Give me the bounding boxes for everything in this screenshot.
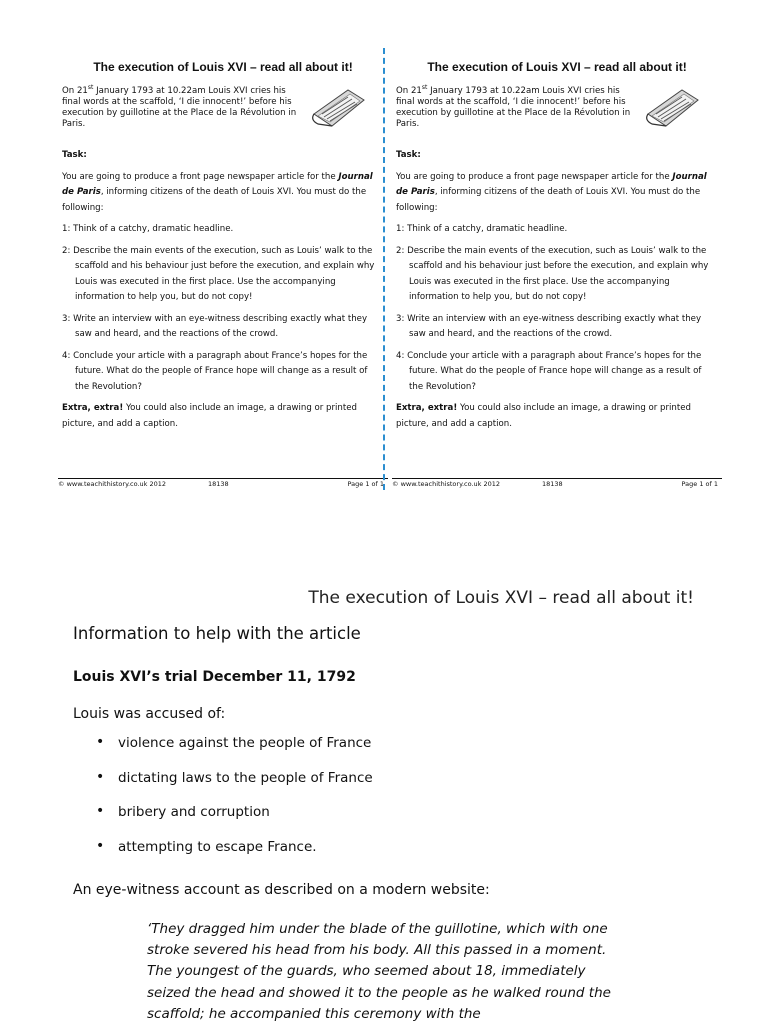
extra-label: Extra, extra! [62,403,124,413]
intro-text: On 21 [396,85,422,96]
task-text [62,170,382,217]
footer-page-number: Page 1 of 1 [347,480,384,488]
eyewitness-intro: An eye-witness account as described on a modern website: [73,882,490,898]
task-body [396,148,716,438]
intro-sup: st [87,84,94,91]
intro-paragraph [62,82,302,130]
worksheet-title: The execution of Louis XVI – read all about it! [93,60,353,74]
list-item: • bribery and corruption [96,804,373,839]
task-text [396,170,716,217]
journal-name: Journal de Paris [396,171,707,197]
task-item: 4: Conclude your article with a paragraph about France’s hopes for the future. What do the people of France hope will change as a result of the Revolution? [62,350,368,392]
page-footer [58,478,388,488]
extra-text: You could also include an image, a drawing or printed picture, and add a caption. [62,403,357,429]
intro-text-rest: January 1793 at 10.22am Louis XVI cries his final words at the scaffold, ‘I die innocent!’ before his execution by guillotine at the Place de la Révolution in Paris. [62,85,297,129]
task-item: 3: Write an interview with an eye-witness describing exactly what they saw and heard, and the reactions of the crowd. [396,313,702,339]
newspaper-image [642,86,704,130]
list-item: • violence against the people of France [96,735,373,770]
task-text-part: , informing citizens of the death of Louis XVI. You must do the following: [62,187,367,213]
intro-paragraph [396,82,636,130]
footer-page-number: Page 1 of 1 [681,480,718,488]
charges-list [96,735,373,873]
task-item: 2: Describe the main events of the execution, such as Louis’ walk to the scaffold and his behaviour just before the execution, and explain why Louis was executed in the first place. Use the accompanying information to help you, but do not copy! [62,245,375,302]
intro-text-rest: January 1793 at 10.22am Louis XVI cries his final words at the scaffold, ‘I die innocent!’ before his execution by guillotine at the Place de la Révolution in Paris. [396,85,631,129]
worksheet-sheet [0,0,768,497]
task-item: 1: Think of a catchy, dramatic headline. [62,224,234,234]
worksheet-title: The execution of Louis XVI – read all about it! [427,60,687,74]
extra-label: Extra, extra! [396,403,458,413]
task-text-part: , informing citizens of the death of Louis XVI. You must do the following: [396,187,701,213]
intro-sup: st [421,84,428,91]
journal-name: Journal de Paris [62,171,373,197]
task-item: 2: Describe the main events of the execution, such as Louis’ walk to the scaffold and his behaviour just before the execution, and explain why Louis was executed in the first place. Use the accompanying information to help you, but do not copy! [396,245,709,302]
page-header: The execution of Louis XVI – read all about it! [308,588,694,608]
page-footer [392,478,722,488]
task-item: 3: Write an interview with an eye-witness describing exactly what they saw and heard, and the reactions of the crowd. [62,313,368,339]
information-heading: Information to help with the article [73,624,361,643]
task-item: 4: Conclude your article with a paragraph about France’s hopes for the future. What do the people of France hope will change as a result of the Revolution? [396,350,702,392]
task-label: Task: [62,150,87,160]
footer-copyright: © www.teachithistory.co.uk 2012 [58,480,167,488]
intro-text: On 21 [62,85,88,96]
newspaper-image [308,86,370,130]
footer-copyright: © www.teachithistory.co.uk 2012 [392,480,501,488]
task-text-part: You are going to produce a front page newspaper article for the [62,171,339,182]
extra-paragraph [396,401,716,432]
task-body [62,148,382,438]
task-text-part: You are going to produce a front page newspaper article for the [396,171,673,182]
cut-line [383,48,385,490]
list-item: • dictating laws to the people of France [96,770,373,805]
eyewitness-quote: ‘They dragged him under the blade of the guillotine, which with one stroke severed his head from his body. All this passed in a moment. The youngest of the guards, who seemed about 18, immediately seized the head and showed it to the people as he walked round the scaffold; he accompanied this ceremony with the [147,921,611,1022]
footer-number: 18138 [208,480,229,488]
task-item: 1: Think of a catchy, dramatic headline. [396,224,568,234]
task-label: Task: [396,150,421,160]
information-page [0,560,768,1024]
extra-text: You could also include an image, a drawing or printed picture, and add a caption. [396,403,691,429]
extra-paragraph [62,401,382,432]
accused-intro: Louis was accused of: [73,706,226,722]
trial-heading: Louis XVI’s trial December 11, 1792 [73,669,356,685]
list-item: • attempting to escape France. [96,839,373,874]
footer-number: 18138 [542,480,563,488]
